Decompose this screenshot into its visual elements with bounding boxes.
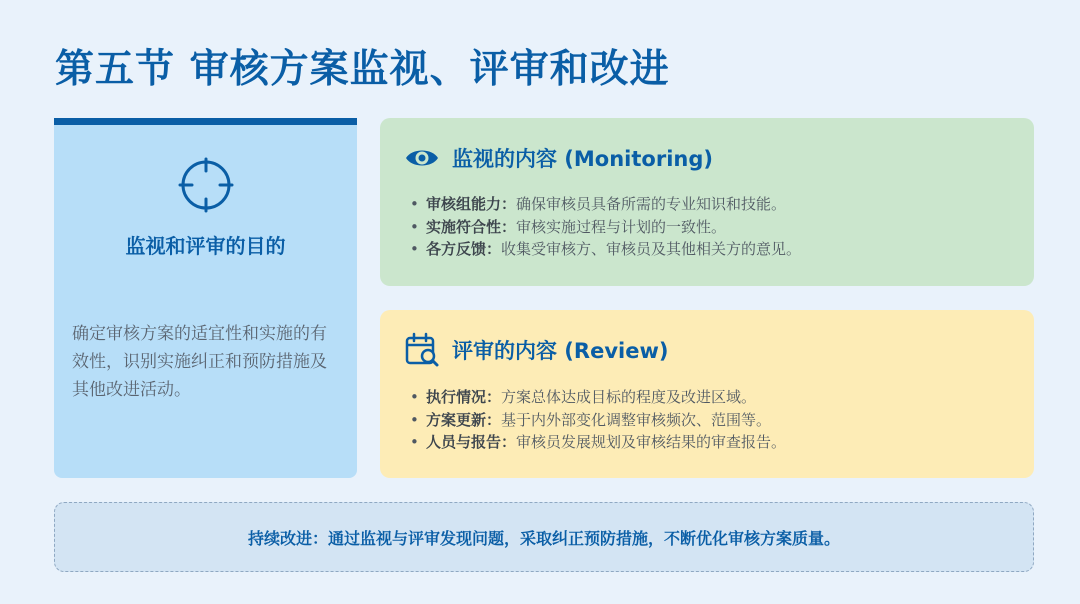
item-text: 审核实施过程与计划的一致性。 xyxy=(516,217,727,236)
item-text: 审核员发展规划及审核结果的审查报告。 xyxy=(516,433,787,451)
item-label: 审核组能力： xyxy=(426,195,517,213)
review-card xyxy=(380,310,1034,478)
review-list xyxy=(410,386,786,454)
review-title: 评审的内容 (Review) xyxy=(452,339,669,363)
footer-text: 持续改进：通过监视与评审发现问题，采取纠正预防措施，不断优化审核方案质量。 xyxy=(247,528,840,548)
item-text: 确保审核员具备所需的专业知识和技能。 xyxy=(516,195,787,213)
list-item xyxy=(410,386,786,409)
item-label: 各方反馈： xyxy=(426,240,502,258)
list-item xyxy=(410,409,786,432)
purpose-heading: 监视和评审的目的 xyxy=(125,234,286,258)
list-item xyxy=(410,431,786,454)
eye-icon xyxy=(404,140,440,176)
item-label: 人员与报告： xyxy=(426,433,517,451)
purpose-card xyxy=(54,118,357,478)
list-item xyxy=(410,193,801,216)
purpose-body: 确定审核方案的适宜性和实施的有效性，识别实施纠正和预防措施及其他改进活动。 xyxy=(72,324,327,400)
page-title: 第五节 审核方案监视、评审和改进 xyxy=(55,47,670,92)
item-text: 收集受审核方、审核员及其他相关方的意见。 xyxy=(501,240,802,258)
item-text: 基于内外部变化调整审核频次、范围等。 xyxy=(501,410,772,429)
list-item xyxy=(410,238,801,261)
monitoring-card xyxy=(380,118,1034,286)
monitoring-title: 监视的内容 (Monitoring) xyxy=(452,147,713,171)
item-label: 执行情况： xyxy=(426,388,502,406)
item-label: 方案更新： xyxy=(426,410,502,429)
monitoring-list xyxy=(410,193,801,261)
list-item xyxy=(410,216,801,239)
target-icon xyxy=(178,157,234,213)
monitoring-header xyxy=(404,140,713,176)
review-header xyxy=(404,332,668,368)
continuous-improvement-banner xyxy=(54,502,1034,572)
calendar-search-icon xyxy=(404,332,440,368)
item-text: 方案总体达成目标的程度及改进区域。 xyxy=(501,388,757,406)
item-label: 实施符合性： xyxy=(426,217,517,236)
